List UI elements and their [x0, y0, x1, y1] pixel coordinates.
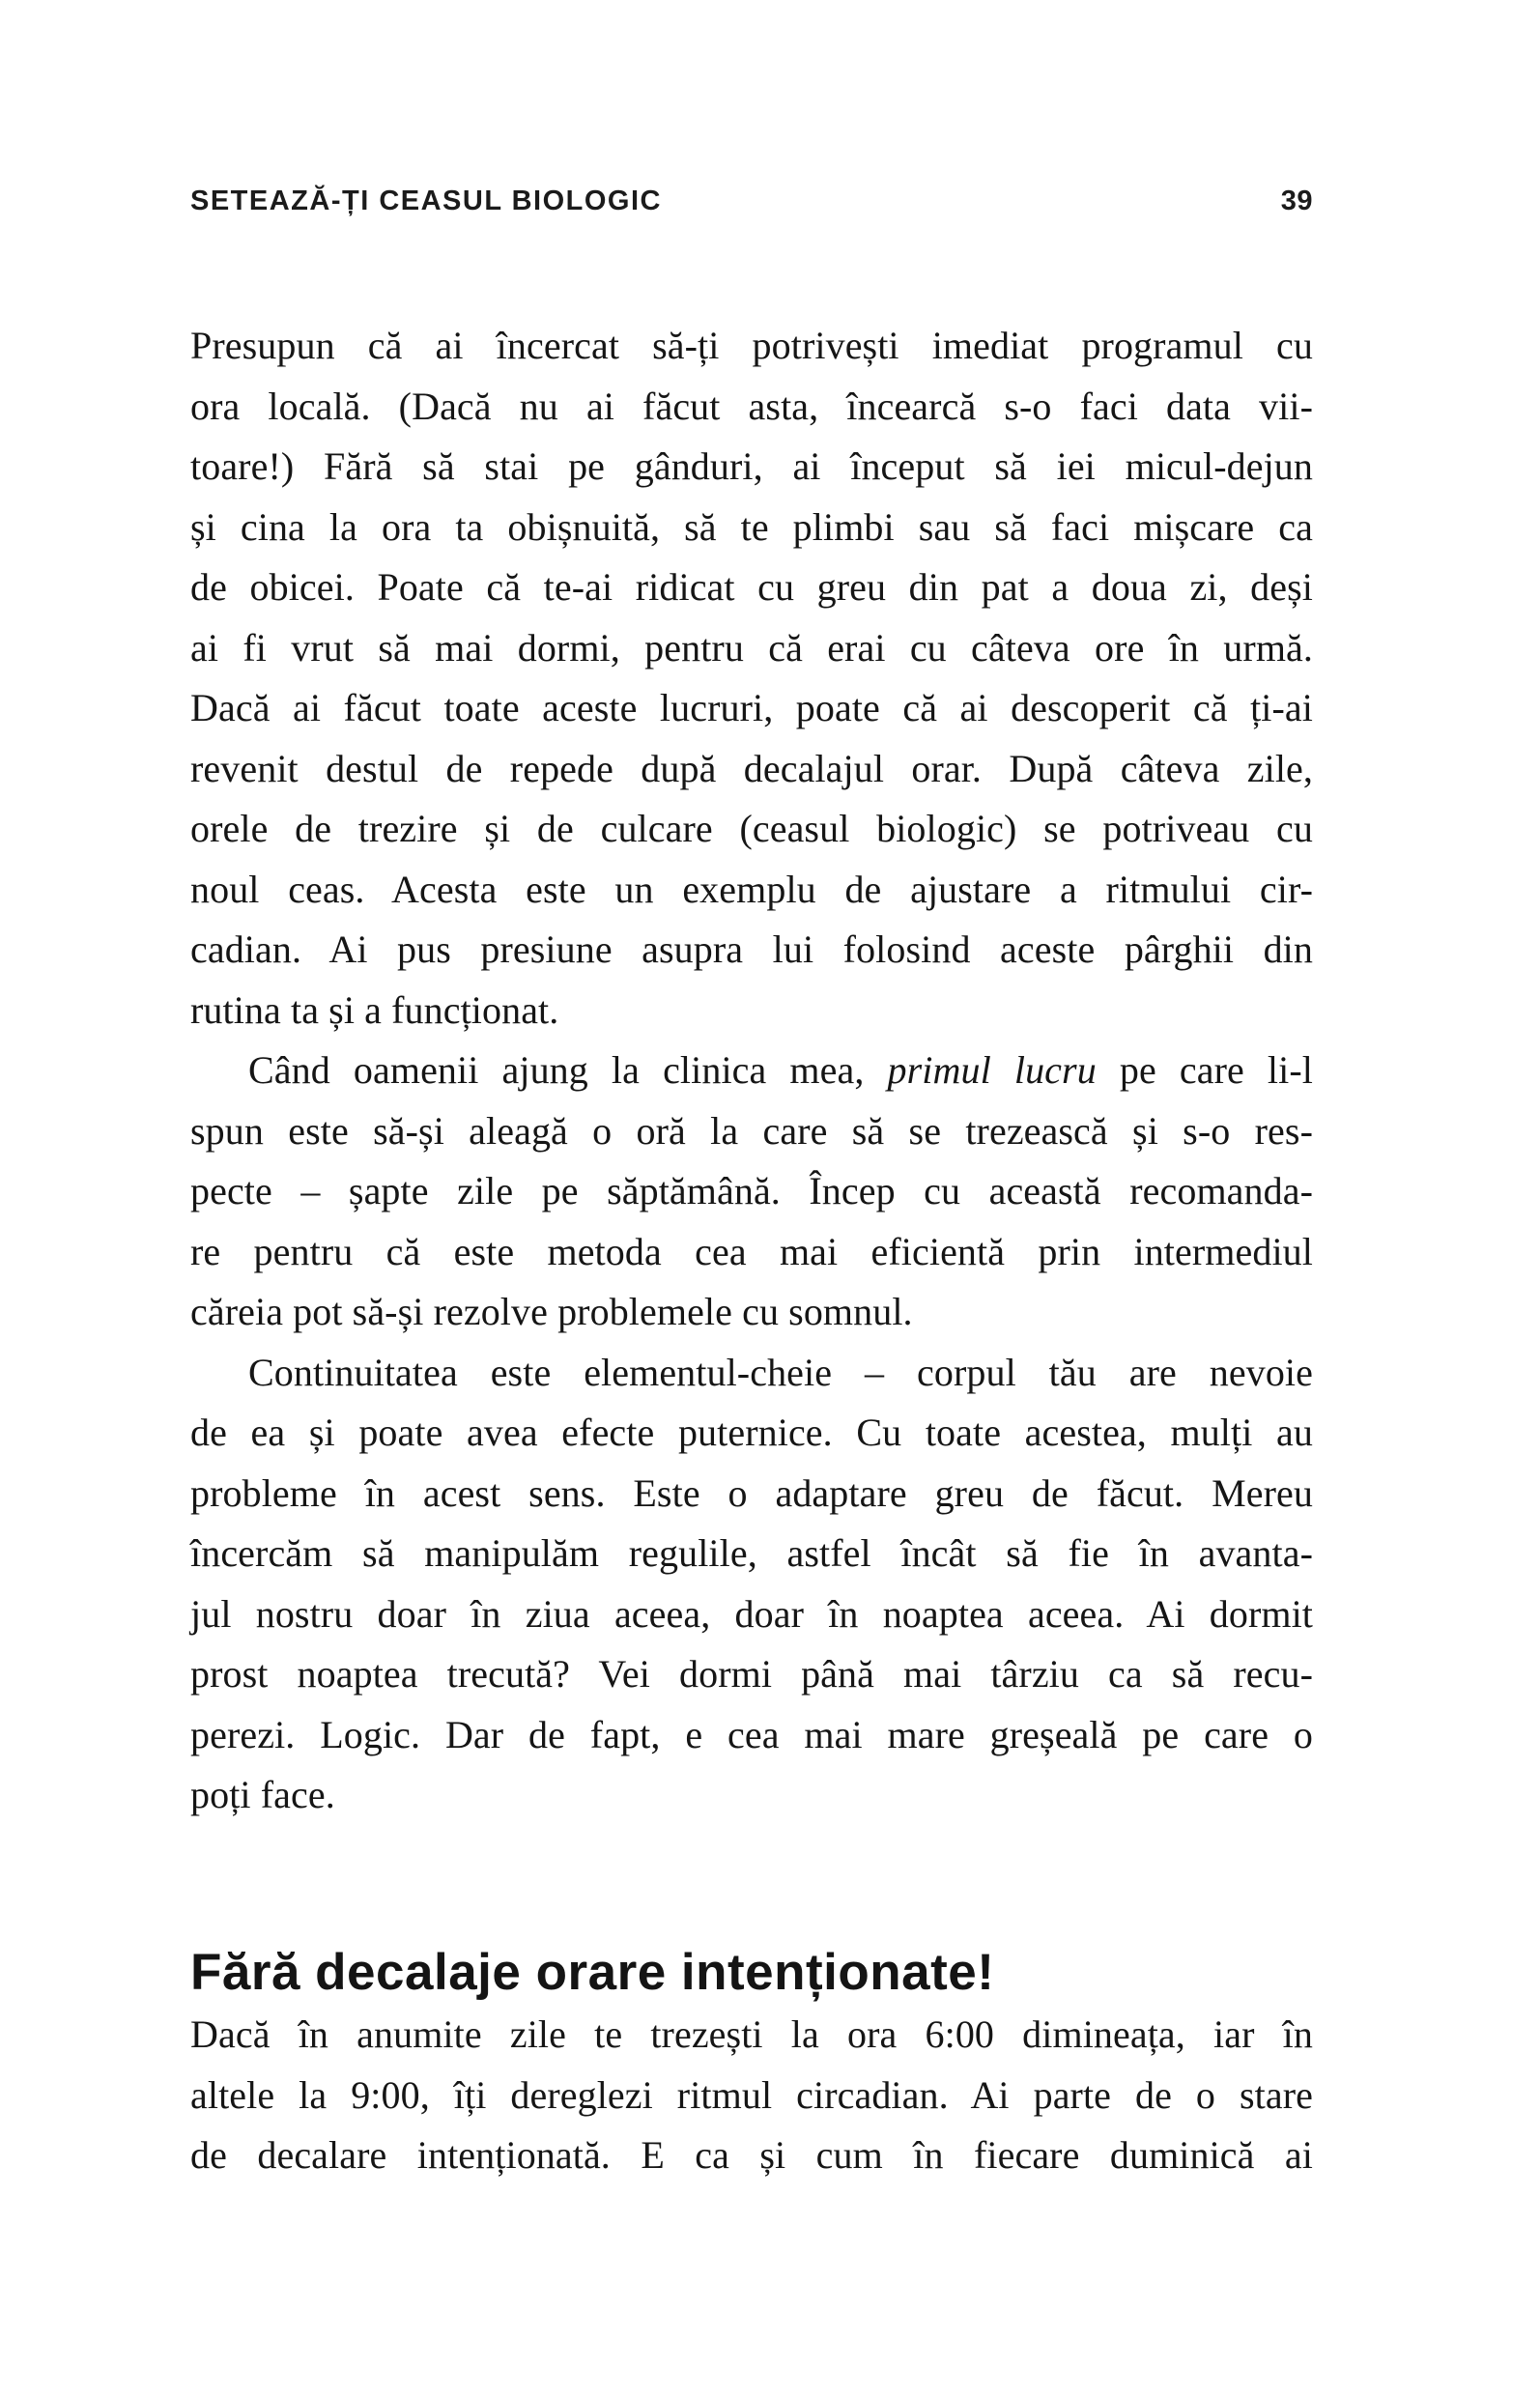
text-segment: pecte – șapte zile pe săptămână. Încep cu această recomanda-: [190, 1169, 1313, 1212]
text-line: [190, 1222, 1313, 1283]
text-segment: Continuitatea este elementul-cheie – corpul tău are nevoie: [248, 1350, 1313, 1394]
text-segment: cadian. Ai pus presiune asupra lui folosind aceste pârghii din: [190, 927, 1313, 971]
text-segment: revenit destul de repede după decalajul orar. După câteva zile,: [190, 746, 1313, 790]
text-line: [190, 2066, 1313, 2126]
text-line: [190, 1464, 1313, 1525]
text-line: [190, 498, 1313, 558]
text-line: [190, 860, 1313, 921]
text-segment: orele de trezire și de culcare (ceasul biologic) se potriveau cu: [190, 807, 1313, 850]
text-line: [190, 981, 1313, 1041]
section-heading: Fără decalaje orare intenționate!: [190, 1943, 995, 2001]
text-line: [190, 739, 1313, 800]
text-segment: de ea și poate avea efecte puternice. Cu toate acestea, mulți au: [190, 1411, 1313, 1454]
text-line: [190, 920, 1313, 981]
text-segment: jul nostru doar în ziua aceea, doar în noaptea aceea. Ai dormit: [190, 1591, 1313, 1636]
text-line: [190, 377, 1313, 438]
text-segment: căreia pot să-și rezolve problemele cu somnul.: [190, 1290, 913, 1333]
text-segment: Dacă în anumite zile te trezești la ora 6:00 dimineața, iar în: [190, 2012, 1313, 2056]
text-line: [190, 1282, 1313, 1343]
text-line: [190, 1644, 1313, 1705]
running-header: [190, 186, 1313, 215]
text-line: [190, 557, 1313, 618]
page-number: 39: [1280, 185, 1313, 216]
text-segment: Când oamenii ajung la clinica mea,: [248, 1048, 888, 1092]
text-line: [190, 678, 1313, 739]
text-segment: și cina la ora ta obișnuită, să te plimbi sau să faci mișcare ca: [190, 504, 1313, 549]
text-segment: încercăm să manipulăm regulile, astfel încât să fie în avanta-: [190, 1531, 1313, 1575]
text-segment: Presupun că ai încercat să-ți potrivești imediat programul cu: [190, 324, 1313, 367]
text-line: [190, 316, 1313, 377]
text-segment: ai fi vrut să mai dormi, pentru că erai cu câteva ore în urmă.: [190, 625, 1313, 670]
text-line: [190, 1524, 1313, 1584]
text-segment: altele la 9:00, îți dereglezi ritmul circadian. Ai parte de o stare: [190, 2072, 1313, 2117]
text-line: [190, 1705, 1313, 1766]
text-segment: probleme în acest sens. Este o adaptare greu de făcut. Mereu: [190, 1470, 1313, 1515]
text-segment: poți face.: [190, 1773, 335, 1816]
text-segment: ora locală. (Dacă nu ai făcut asta, încearcă s-o faci data vii-: [190, 384, 1313, 428]
italic-text-segment: primul lucru: [887, 1048, 1097, 1092]
text-segment: rutina ta și a funcționat.: [190, 987, 559, 1032]
text-line: [190, 2005, 1313, 2066]
body-text-before-heading: [190, 316, 1313, 1826]
text-segment: prost noaptea trecută? Vei dormi până mai târziu ca să recu-: [190, 1652, 1313, 1696]
text-line: [190, 2125, 1313, 2186]
running-title: SETEAZĂ-ȚI CEASUL BIOLOGIC: [190, 185, 662, 216]
text-segment: pe care li-l: [1096, 1048, 1313, 1092]
text-segment: toare!) Fără să stai pe gânduri, ai început să iei micul-dejun: [190, 444, 1313, 488]
text-segment: Dacă ai făcut toate aceste lucruri, poate că ai descoperit că ți-ai: [190, 686, 1313, 729]
text-line: [190, 1101, 1313, 1162]
text-line: [190, 1403, 1313, 1464]
text-segment: noul ceas. Acesta este un exemplu de ajustare a ritmului cir-: [190, 867, 1313, 911]
text-segment: perezi. Logic. Dar de fapt, e cea mai mare greșeală pe care o: [190, 1712, 1313, 1756]
text-line: [190, 1584, 1313, 1645]
text-line: [190, 618, 1313, 679]
text-line: [190, 1343, 1313, 1404]
text-line: [190, 437, 1313, 498]
text-segment: de obicei. Poate că te-ai ridicat cu greu din pat a doua zi, deși: [190, 565, 1313, 609]
text-segment: re pentru că este metoda cea mai eficientă prin intermediul: [190, 1229, 1313, 1273]
text-line: [190, 1765, 1313, 1826]
text-line: [190, 1161, 1313, 1222]
text-line: [190, 1041, 1313, 1101]
text-segment: spun este să-și aleagă o oră la care să se trezească și s-o res-: [190, 1108, 1313, 1153]
text-segment: de decalare intenționată. E ca și cum în fiecare duminică ai: [190, 2133, 1313, 2177]
text-line: [190, 799, 1313, 860]
body-text-after-heading: [190, 2005, 1313, 2186]
